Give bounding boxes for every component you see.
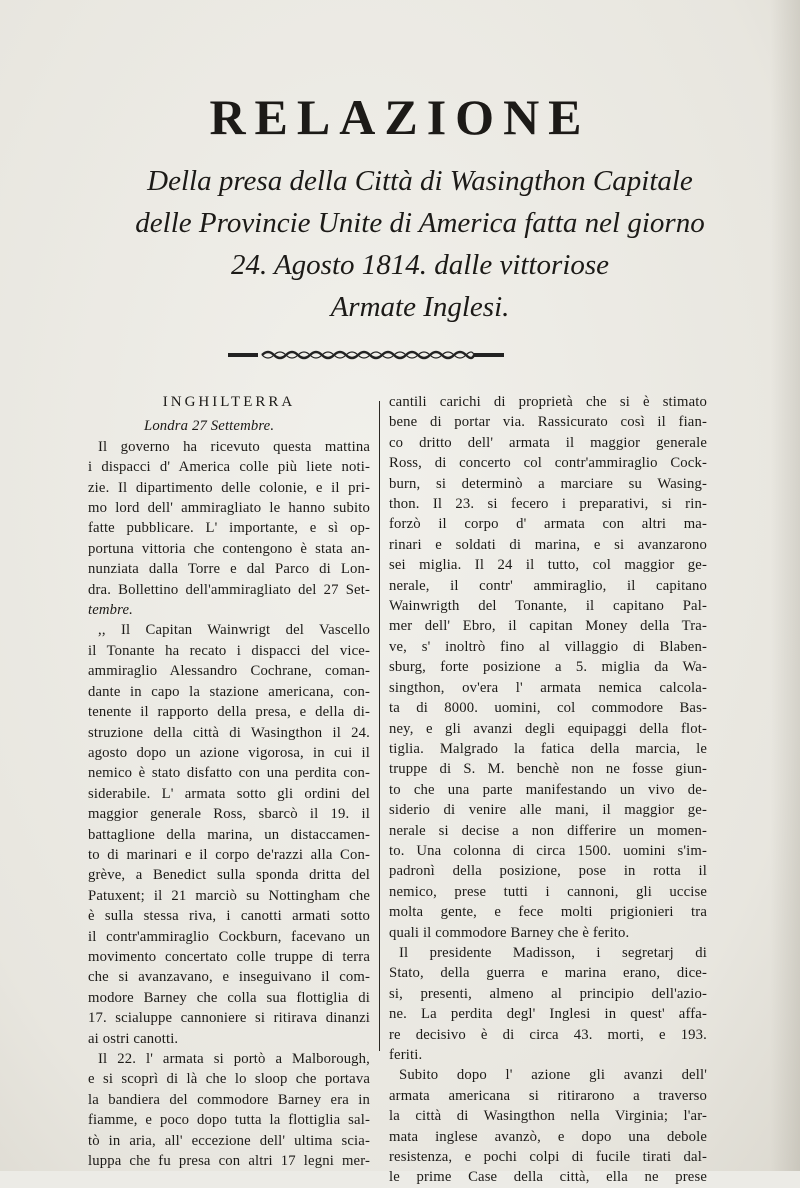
text-line: nemico è stato disfatto con una perdita con- [88, 765, 370, 782]
text-line: il Tonante ha recato i dispacci del vice- [88, 642, 370, 659]
text-line: Patuxent; il 21 marciò su Nottingham che [88, 887, 370, 904]
text-line: rinari e soldati di marina, e si avanzarono [389, 536, 707, 553]
text-line: quali il commodore Barney che è ferito. [389, 924, 630, 941]
text-line: to che una parte manifestando un vivo de- [389, 781, 707, 798]
text-line: portuna vittoria che contengono è stata an- [88, 540, 370, 557]
text-line: armata americana si ritirarono a traverso [389, 1087, 707, 1104]
text-line: si, presenti, almeno al principio dell'azio- [389, 985, 707, 1002]
left-column [88, 392, 370, 1171]
text-line: grève, a Benedict sulla sponda dritta del [88, 867, 370, 884]
text-line: ta di 8000. uomini, col commodore Bas- [389, 700, 707, 717]
text-line: dra. Bollettino dell'ammiragliato del 27 Set- [88, 581, 370, 598]
text-line: padronì della posizione, pose in rotta il [389, 863, 707, 880]
document-title: RELAZIONE [209, 89, 591, 145]
text-line: truppe di S. M. benchè non ne fosse giun- [389, 761, 707, 778]
text-line: forzò il corpo d' armata con altri ma- [389, 516, 707, 533]
text-line: agosto dopo un azione vigorosa, in cui il [88, 744, 370, 761]
text-line: i dispacci d' America colle più liete noti- [88, 459, 370, 476]
subtitle-line: Della presa della Città di Wasingthon Capitale [147, 165, 693, 197]
text-line: sei miglia. Il 24 il tutto, col maggior ge- [389, 557, 707, 574]
text-line: che si avanzavano, e inseguivano il com- [88, 969, 370, 986]
text-line: burn, si determinò a marciare su Wasing- [389, 475, 707, 492]
text-line: thon. Il 23. si fecero i preparativi, si rin- [389, 496, 707, 513]
text-line: Subito dopo l' azione gli avanzi dell' [399, 1067, 707, 1084]
text-line: nerale, il contr' ammiraglio, il capitano [389, 577, 707, 594]
text-line: dante in capo la stazione americana, con- [88, 683, 370, 700]
text-line: le prime Case della città, ella ne prese [389, 1169, 707, 1186]
text-line: mata inglese avanzò, e dopo una debole [389, 1128, 707, 1145]
column-divider [379, 401, 380, 1051]
text-line: ney, e gli avanzi degli equipaggi della flot- [389, 720, 707, 737]
text-line: modore Barney che colla sua flottiglia di [88, 989, 370, 1006]
text-line: sburg, forte posizione a 5. miglia da Wa- [389, 659, 707, 676]
text-line: tiglia. Malgrado la fatica della marcia, le [389, 740, 707, 757]
text-line: resistenza, e pochi colpi di fucile tirati dal- [389, 1149, 707, 1166]
text-line: battaglione della marina, un distaccamen- [88, 826, 370, 843]
subtitle-line: 24. Agosto 1814. dalle vittoriose [230, 249, 610, 281]
text-line: nerale si decise a non differire un momen- [389, 822, 707, 839]
text-line: Il 22. l' armata si portò a Malborough, [98, 1051, 370, 1067]
text-line: cantili carichi di proprietà che si è stimato [389, 394, 707, 410]
text-line: mer dell' Ebro, il capitan Money della Tra- [389, 618, 707, 635]
text-line: mo lord dell' ammiragliato le hanno subito [88, 500, 370, 517]
text-line: nunziata dalla Torre e dal Parco di Lon- [88, 561, 370, 578]
text-line: luppa che fu presa con altri 17 legni mer- [88, 1153, 370, 1170]
text-line: tenente il rapporto della presa, e della di- [88, 704, 370, 721]
subtitle-line: delle Provincie Unite di America fatta nel giorno [135, 207, 705, 239]
text-line: to di marinari e il corpo de'razzi alla Con- [88, 846, 370, 863]
text-line: feriti. [389, 1047, 423, 1063]
text-line: molta gente, e fece molti prigionieri tra [389, 904, 707, 921]
text-line: singthon, ov'era l' armata nemica calcola- [389, 679, 707, 696]
text-line: re decisivo è di circa 43. morti, e 193. [389, 1026, 707, 1043]
subtitle-line: Armate Inglesi. [330, 291, 510, 323]
dateline: Londra 27 Settembre. [144, 418, 275, 435]
text-line: maggior generale Ross, sbarcò il 19. il [88, 806, 370, 823]
text-line: fiamme, e poco dopo tutta la flottiglia sal- [88, 1112, 370, 1129]
document-subtitle [120, 160, 720, 328]
text-line: co dritto dell' armata il maggior generale [389, 434, 707, 451]
text-line: tò in aria, all' eccezione dell' ultima scia- [88, 1132, 370, 1149]
text-line: Stato, della guerra e marina erano, dice- [389, 965, 707, 982]
text-line: tembre. [88, 602, 133, 619]
text-line: e si scoprì di là che lo sloop che portava [88, 1071, 370, 1088]
text-line: siderabile. L' armata sotto gli ordini del [88, 785, 370, 802]
text-line: bene di portar via. Rassicurato così il fian- [389, 414, 707, 431]
text-line: Wainwrigth del Tonante, il capitano Pal- [389, 598, 707, 615]
text-line: ammiraglio Alessandro Cochrane, coman- [88, 663, 370, 680]
text-line: struzione della città di Wasingthon il 24. [88, 724, 370, 741]
text-line: Ross, di concerto col contr'ammiraglio Cock- [389, 455, 707, 472]
text-line: la città di Wasingthon nella Virginia; l'ar- [389, 1108, 707, 1125]
text-line: il contr'ammiraglio Cockburn, facevano un [88, 928, 370, 945]
text-line: la bandiera del commodore Barney era in [88, 1091, 370, 1108]
text-line: siderio di venire alle mani, il maggior ge- [389, 802, 707, 819]
text-line: movimento concertato colle truppe di terra [88, 948, 370, 965]
text-line: ai ostri canotti. [88, 1030, 179, 1047]
text-line: è sulla stessa riva, i canotti armati sotto [88, 908, 370, 925]
right-column [389, 392, 707, 1188]
section-heading: INGHILTERRA [162, 394, 296, 410]
text-line: fatte pubblicare. L' importante, e sì op- [88, 520, 370, 537]
text-line: nemico, prese tutti i cannoni, gli uccise [389, 883, 707, 900]
text-line: Il governo ha ricevuto questa mattina [98, 438, 370, 455]
text-line: ve, s' inoltrò fino al villaggio di Blaben- [389, 638, 707, 655]
text-line: zie. Il dipartimento delle colonie, e il pri- [88, 479, 370, 496]
text-line: 17. scialuppe cannoniere si ritirava dinanzi [88, 1010, 370, 1027]
text-line: ,, Il Capitan Wainwrigt del Vascello [98, 622, 370, 639]
text-line: Il presidente Madisson, i segretarj di [399, 944, 707, 961]
text-line: to. Una colonna di circa 1500. uomini s'im- [389, 842, 707, 859]
text-line: ne. La perdita degl' Inglesi in quest' affa- [389, 1006, 707, 1023]
ornamental-divider [228, 348, 504, 362]
